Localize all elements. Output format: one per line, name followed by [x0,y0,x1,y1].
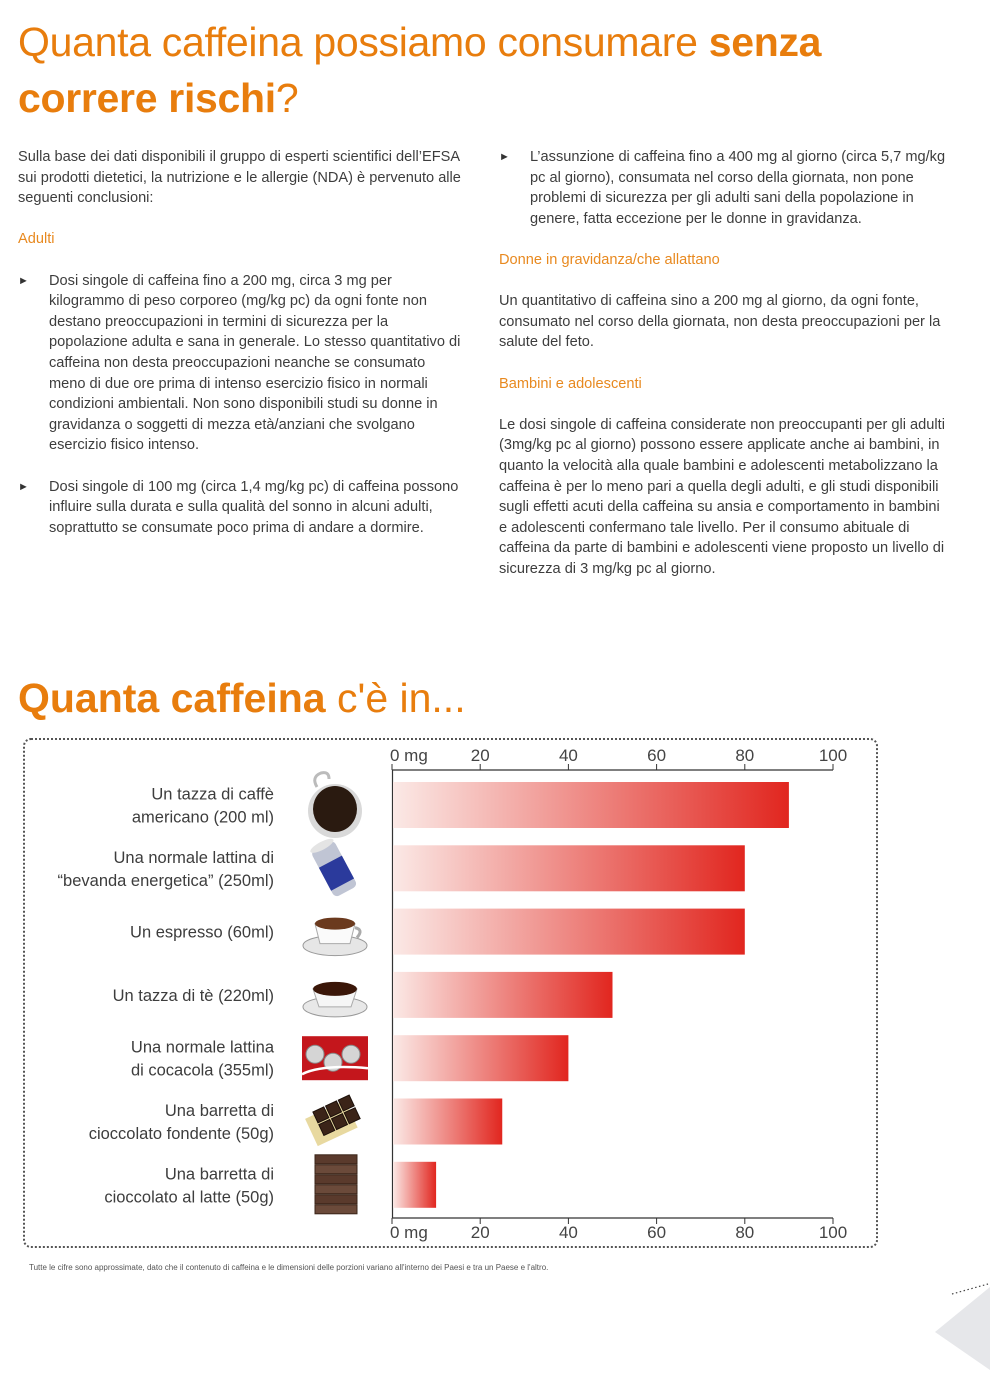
category-label: americano (200 ml) [131,808,274,827]
dark-chocolate-icon [305,1095,360,1146]
tea-cup-icon [303,982,367,1017]
coffee-mug-icon [308,773,362,838]
footnote: Tutte le cifre sono approssimate, dato che il contenuto di caffeina e le dimensioni delle porzioni variano all'interno dei Paesi e tra un Paese e l'altro. [29,1263,549,1272]
cola-cans-icon [302,1036,368,1080]
bar [393,782,789,828]
children-paragraph: Le dosi singole di caffeina considerate non preoccupanti per gli adulti (3mg/kg pc al giorno) possono essere applicate anche ai bambini, in quanto la velocità alla quale bambini e adolescenti metabolizzano la caffeina è per lo meno pari a quella degli adulti, e gli studi disponibili sugli effetti acuti della caffeina su ansia e comportamento in bambini e adolescenti confermano tale livello. Per il consumo abituale di caffeina da parte di bambini e adolescenti viene proposto un livello di sicurezza di 3 mg/kg pc al giorno. [499,416,945,577]
page-title-light: Quanta caffeina possiamo consumare [18,19,709,65]
category-label: Un tazza di tè (220ml) [112,986,274,1005]
category-label: Un espresso (60ml) [130,923,274,942]
can-top [306,1045,324,1063]
bullet-text: Dosi singole di caffeina fino a 200 mg, circa 3 mg per kilogrammo di peso corporeo (mg/kg pc) da ogni fonte non destano preoccupazioni in termini di sicurezza per la popolazione adulta e sana in generale. Lo stesso quantitativo di caffeina non desta preoccupazioni neanche se consumato meno di due ore prima di intenso esercizio fisico in normali condizioni ambientali. Non sono disponibili studi su donne in gravidanza o soggetti di mezza età/anziani che svolgano esercizio fisico intenso. [49,272,461,454]
tick-label: 20 [470,746,490,765]
bullet-text: L’assunzione di caffeina fino a 400 mg al giorno (circa 5,7 mg/kg pc al giorno), consumata nel corso della giornata, non pone problemi di sicurezza per gli adulti sani della popolazione in genere, fatta eccezione per le donne in gravidanza. [530,149,946,227]
category-label: cioccolato fondente (50g) [88,1125,274,1143]
bar [393,1035,568,1081]
children-heading: Bambini e adolescenti [499,375,642,392]
corner-decoration [930,1282,990,1372]
milk-chocolate-icon [315,1155,357,1214]
chocolate-piece [315,1185,357,1194]
bar [393,1099,502,1145]
chart-title-light: c'è in... [325,675,466,721]
chocolate-piece [315,1205,357,1214]
bullet-arrow-icon: ► [499,151,510,163]
tick-label: 0 mg [390,746,428,765]
tick-label: 40 [558,1223,578,1242]
pregnancy-paragraph: Un quantitativo di caffeina sino a 200 mg al giorno, da ogni fonte, consumato nel corso della giornata, non desta preoccupazioni per la salute del feto. [499,293,941,351]
bullet-text: Dosi singole di 100 mg (circa 1,4 mg/kg pc) di caffeina possono influire sulla durata e sulla qualità del sonno in alcuni adulti, soprattutto se consumate poco prima di andare a dormire. [49,478,459,536]
espresso-cup-icon [303,918,367,956]
chocolate-piece [315,1165,357,1174]
bullet-arrow-icon: ► [18,480,29,493]
category-label: Una barretta di [164,1102,274,1120]
page-title-end: ? [275,75,299,121]
category-label: cioccolato al latte (50g) [104,1188,274,1207]
tick-label: 60 [647,746,667,765]
coffee-surface [313,786,357,832]
page-title-bold-2: correre rischi [18,75,276,121]
bar [393,1162,436,1208]
category-label: di cocacola (355ml) [130,1061,274,1080]
category-label: Una normale lattina [130,1038,274,1057]
cup-handle [355,928,360,938]
category-label: Un tazza di caffè [151,785,274,804]
intro-paragraph: Sulla base dei dati disponibili il gruppo di esperti scientifici dell’EFSA sui prodotti dietetici, la nutrizione e le allergie (NDA) è pervenuto alle seguenti conclusioni: [18,149,461,207]
category-label: “bevanda energetica” (250ml) [57,871,274,890]
page-title-bold-1: senza [708,19,822,65]
category-label: Una normale lattina di [113,848,274,867]
bar [393,972,613,1018]
espresso [315,918,355,930]
tick-label: 0 mg [390,1223,428,1242]
category-label: Una barretta di [164,1165,274,1184]
tick-label: 100 [818,1223,848,1242]
tick-label: 100 [818,746,848,765]
tick-label: 80 [735,1223,755,1242]
tick-label: 60 [647,1223,667,1242]
bar [393,909,745,955]
energy-drink-can-icon [309,836,358,898]
bullet-arrow-icon: ► [18,274,29,287]
chart-title-bold: Quanta caffeina [18,675,326,721]
chocolate-piece [315,1155,357,1164]
can-top [342,1045,360,1063]
chocolate-piece [315,1195,357,1204]
adults-heading: Adulti [18,231,55,248]
chocolate-piece [315,1175,357,1184]
mug-handle [315,773,329,787]
tick-label: 80 [735,746,755,765]
tick-label: 20 [470,1223,490,1242]
tea [313,982,357,996]
tick-label: 40 [558,746,578,765]
bar [393,845,745,891]
pregnancy-heading: Donne in gravidanza/che allattano [499,251,720,268]
